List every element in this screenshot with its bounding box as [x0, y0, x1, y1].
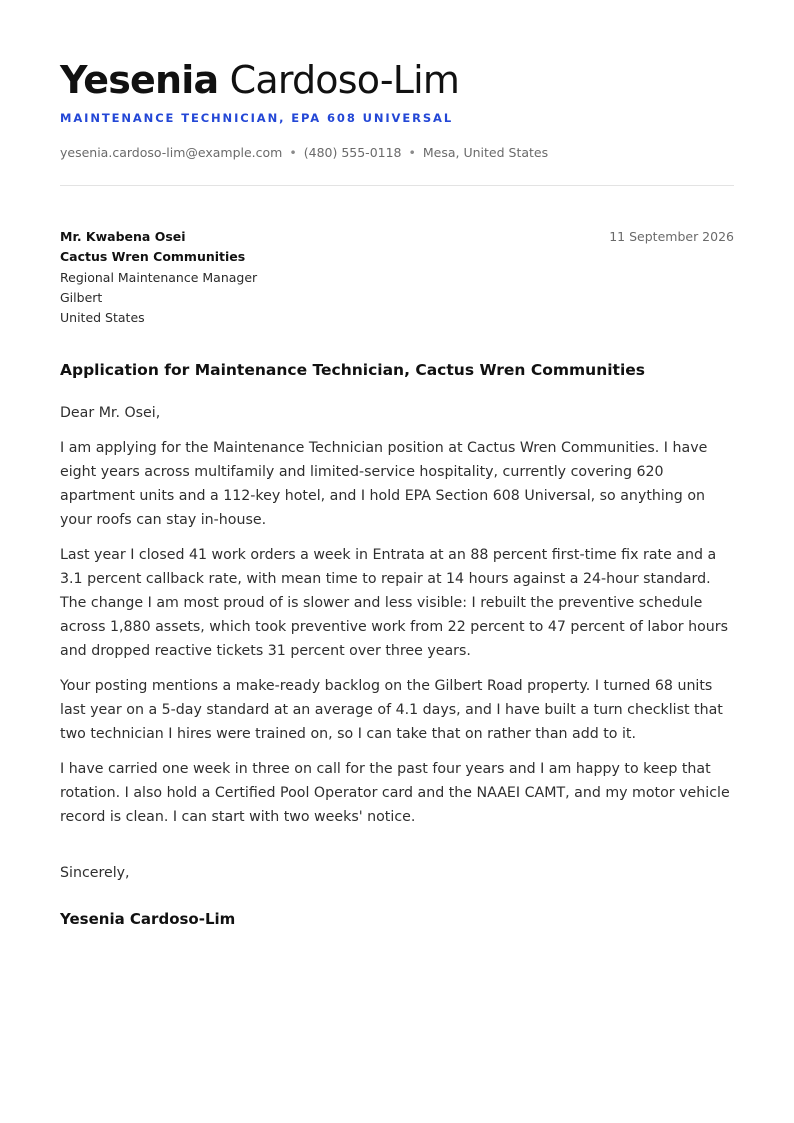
letter-body: [60, 401, 740, 840]
recipient-country: United States: [60, 310, 145, 326]
applicant-first-name: Yesenia: [60, 58, 219, 102]
applicant-last-name: Cardoso-Lim: [229, 58, 460, 102]
recipient-company: Cactus Wren Communities: [60, 249, 246, 265]
applicant-name: [60, 57, 459, 103]
recipient-name: Mr. Kwabena Osei: [60, 229, 186, 244]
contact-location: Mesa, United States: [422, 145, 549, 160]
body-paragraph: I am applying for the Maintenance Technician position at Cactus Wren Communities. I have eight years across multifamily and limited-service hospitality, currently covering 620 apartment units and a 112-key hotel, and I hold EPA Section 608 Universal, so anything on your roofs can stay in-house.: [60, 440, 708, 528]
header-divider: [60, 185, 734, 186]
recipient-block: [60, 227, 257, 328]
recipient-title: Regional Maintenance Manager: [60, 269, 258, 285]
body-paragraph: I have carried one week in three on call for the past four years and I am happy to keep that rotation. I also hold a Certified Pool Operator card and the NAAEI CAMT, and my motor vehicle record is clean. I can start with two weeks' notice.: [60, 761, 730, 825]
contact-separator: •: [408, 145, 416, 160]
letter-subject: Application for Maintenance Technician, Cactus Wren Communities: [60, 361, 646, 379]
contact-line: [60, 145, 548, 160]
letter-closing: Sincerely,: [60, 865, 130, 881]
letter-date: 11 September 2026: [609, 229, 734, 244]
salutation: Dear Mr. Osei,: [60, 405, 161, 421]
body-paragraph: Your posting mentions a make-ready backlog on the Gilbert Road property. I turned 68 units last year on a 5-day standard at an average of 4.1 days, and I have built a turn checklist that two technician I hires were trained on, so I can take that on rather than add to it.: [60, 678, 723, 742]
letter-signature: Yesenia Cardoso-Lim: [60, 910, 236, 928]
recipient-city: Gilbert: [60, 289, 103, 305]
contact-separator: •: [289, 145, 297, 160]
body-paragraph: Last year I closed 41 work orders a week in Entrata at an 88 percent first-time fix rate and a 3.1 percent callback rate, with mean time to repair at 14 hours against a 24-hour standard. The change I am most proud of is slower and less visible: I rebuilt the preventive schedule across 1,880 assets, which took preventive work from 22 percent to 47 percent of labor hours and dropped reactive tickets 31 percent over three years.: [60, 547, 728, 659]
contact-phone: (480) 555-0118: [303, 145, 402, 160]
contact-email: yesenia.cardoso-lim@example.com: [60, 145, 283, 160]
applicant-role: MAINTENANCE TECHNICIAN, EPA 608 UNIVERSAL: [60, 111, 454, 125]
